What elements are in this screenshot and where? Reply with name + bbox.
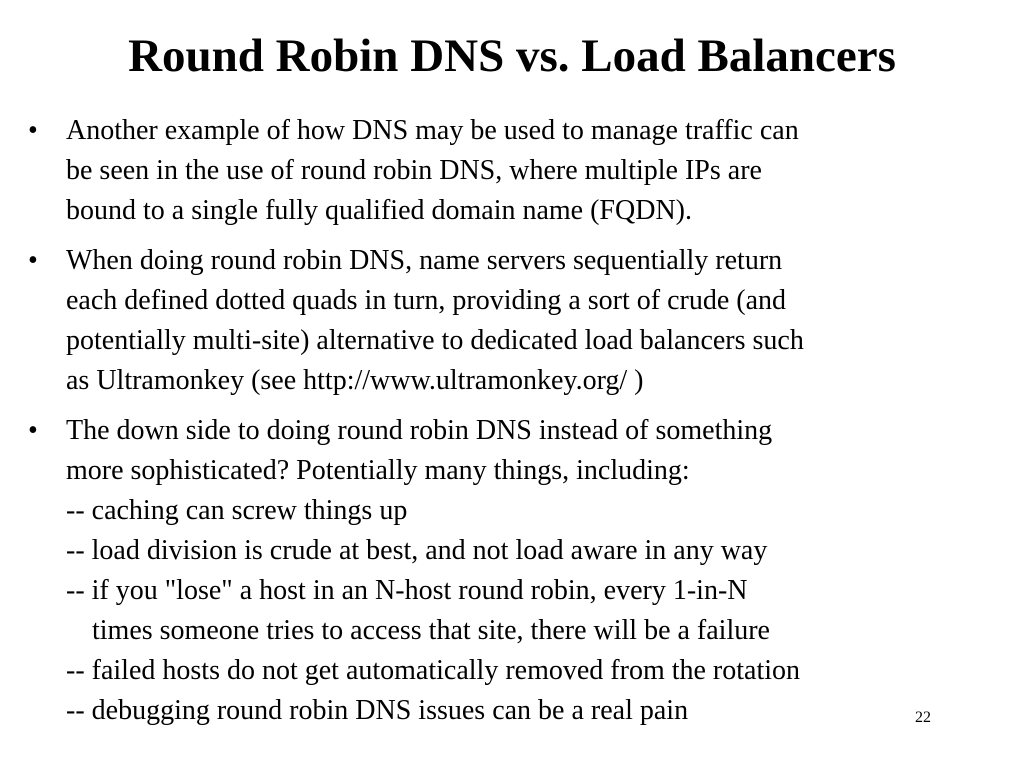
bullet-line: -- caching can screw things up bbox=[66, 495, 408, 526]
bullet-line: Another example of how DNS may be used to manage traffic can bbox=[66, 115, 799, 146]
bullet-line: -- if you "lose" a host in an N-host round robin, every 1-in-N bbox=[66, 575, 748, 606]
bullet-marker: • bbox=[28, 415, 38, 446]
bullet-line: -- load division is crude at best, and not load aware in any way bbox=[66, 535, 768, 566]
bullet-list bbox=[0, 111, 1024, 741]
bullet-marker: • bbox=[28, 245, 38, 276]
bullet-line: as Ultramonkey (see http://www.ultramonkey.org/ ) bbox=[66, 365, 644, 396]
bullet-line: bound to a single fully qualified domain name (FQDN). bbox=[66, 195, 692, 226]
bullet-line: potentially multi-site) alternative to dedicated load balancers such bbox=[66, 325, 804, 356]
bullet-line: be seen in the use of round robin DNS, where multiple IPs are bbox=[66, 155, 762, 186]
bullet-line: When doing round robin DNS, name servers sequentially return bbox=[66, 245, 783, 276]
bullet-line: -- failed hosts do not get automatically removed from the rotation bbox=[66, 655, 801, 686]
bullet-item bbox=[0, 411, 1024, 731]
bullet-marker: • bbox=[28, 115, 38, 146]
bullet-line: more sophisticated? Potentially many things, including: bbox=[66, 455, 690, 486]
bullet-line: each defined dotted quads in turn, providing a sort of crude (and bbox=[66, 285, 787, 316]
bullet-item bbox=[0, 111, 1024, 231]
bullet-item bbox=[0, 241, 1024, 401]
slide-title: Round Robin DNS vs. Load Balancers bbox=[128, 30, 896, 82]
page-number: 22 bbox=[915, 709, 931, 726]
bullet-line: -- debugging round robin DNS issues can be a real pain bbox=[66, 695, 689, 726]
bullet-line: times someone tries to access that site, there will be a failure bbox=[92, 615, 770, 646]
bullet-line: The down side to doing round robin DNS instead of something bbox=[66, 415, 773, 446]
